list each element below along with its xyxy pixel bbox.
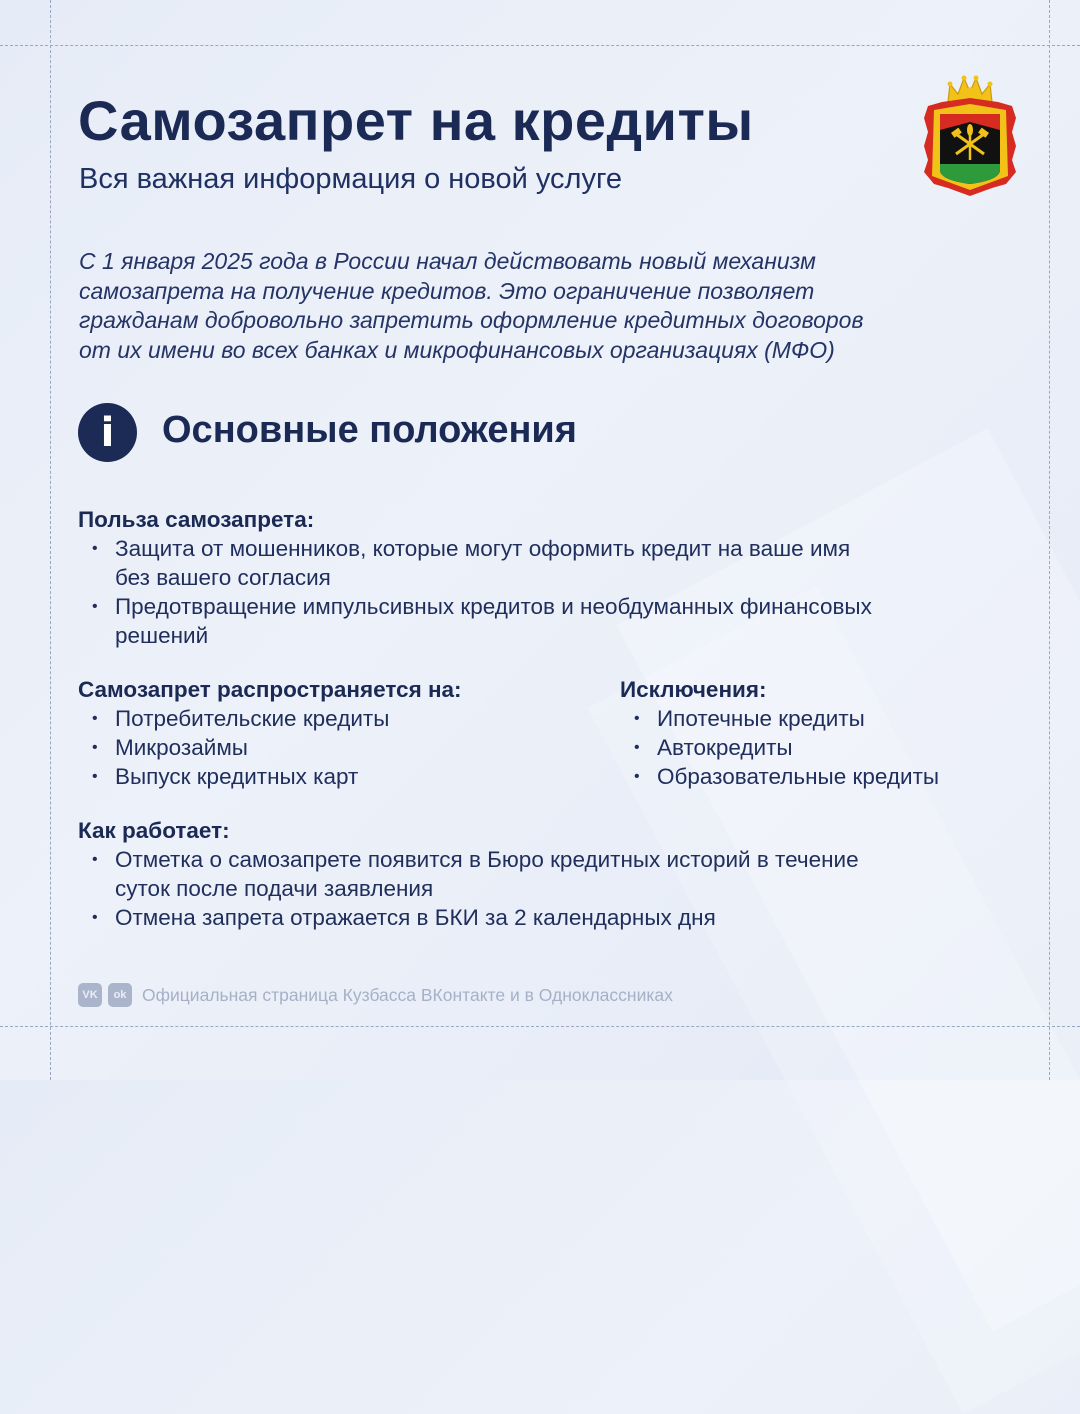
guide-line: [1049, 0, 1050, 1080]
list-item-text: • Ипотечные кредиты: [657, 706, 865, 731]
intro-line: от их имени во всех банках и микрофинансовых организациях (МФО): [79, 336, 835, 363]
list-item-text: • Микрозаймы: [115, 735, 248, 760]
kuzbass-coat-of-arms-icon: [920, 72, 1020, 200]
intro-line: С 1 января 2025 года в России начал действовать новый механизм: [79, 248, 816, 274]
guide-line: [0, 45, 1080, 46]
guide-line: [50, 0, 51, 1080]
intro-line: самозапрета на получение кредитов. Это ограничение позволяет: [79, 277, 815, 304]
list-item: [620, 762, 1040, 791]
exceptions-label: Исключения:: [620, 677, 767, 702]
list-item: [78, 845, 1018, 903]
how-it-works-block: [78, 816, 1018, 932]
how-it-works-label: Как работает:: [78, 818, 230, 843]
guide-line: [0, 1026, 1080, 1027]
covers-list: [78, 704, 598, 791]
page-subtitle: Вся важная информация о новой услуге: [79, 163, 623, 195]
how-it-works-list: [78, 845, 1018, 932]
list-item: [620, 704, 1040, 733]
odnoklassniki-icon[interactable]: ok: [108, 983, 132, 1007]
covers-label: Самозапрет распространяется на:: [78, 677, 462, 702]
footer-text: Официальная страница Кузбасса ВКонтакте и в Одноклассниках: [142, 984, 673, 1005]
section-heading: Основные положения: [162, 409, 577, 451]
page-title: Самозапрет на кредиты: [78, 89, 754, 152]
footer: [78, 983, 673, 1007]
list-item-text: • Образовательные кредиты: [657, 764, 940, 789]
exceptions-block: [620, 675, 1040, 791]
list-item: [620, 733, 1040, 762]
benefit-list: [78, 534, 1018, 650]
list-item-text: суток после подачи заявления: [115, 876, 434, 901]
list-item-text: без вашего согласия: [115, 565, 331, 590]
list-item: [78, 903, 1018, 932]
vk-icon[interactable]: VK: [78, 983, 102, 1007]
list-item-text: • Отмена запрета отражается в БКИ за 2 календарных дня: [115, 905, 716, 930]
list-item-text: • Предотвращение импульсивных кредитов и необдуманных финансовых: [115, 594, 872, 619]
list-item-text: • Автокредиты: [657, 735, 793, 760]
list-item: [78, 733, 598, 762]
list-item: [78, 534, 1018, 592]
list-item: [78, 592, 1018, 650]
intro-paragraph: [79, 247, 1019, 365]
covers-block: [78, 675, 598, 791]
list-item: [78, 762, 598, 791]
intro-line: гражданам добровольно запретить оформление кредитных договоров: [79, 307, 864, 333]
list-item: [78, 704, 598, 733]
list-item-text: • Защита от мошенников, которые могут оформить кредит на ваше имя: [115, 536, 851, 561]
info-icon: i: [78, 403, 137, 462]
list-item-text: решений: [115, 623, 209, 648]
benefit-label: Польза самозапрета:: [78, 507, 315, 532]
benefit-block: [78, 505, 1018, 650]
list-item-text: • Потребительские кредиты: [115, 706, 390, 731]
list-item-text: • Выпуск кредитных карт: [115, 764, 359, 789]
exceptions-list: [620, 704, 1040, 791]
list-item-text: • Отметка о самозапрете появится в Бюро кредитных историй в течение: [115, 847, 859, 872]
